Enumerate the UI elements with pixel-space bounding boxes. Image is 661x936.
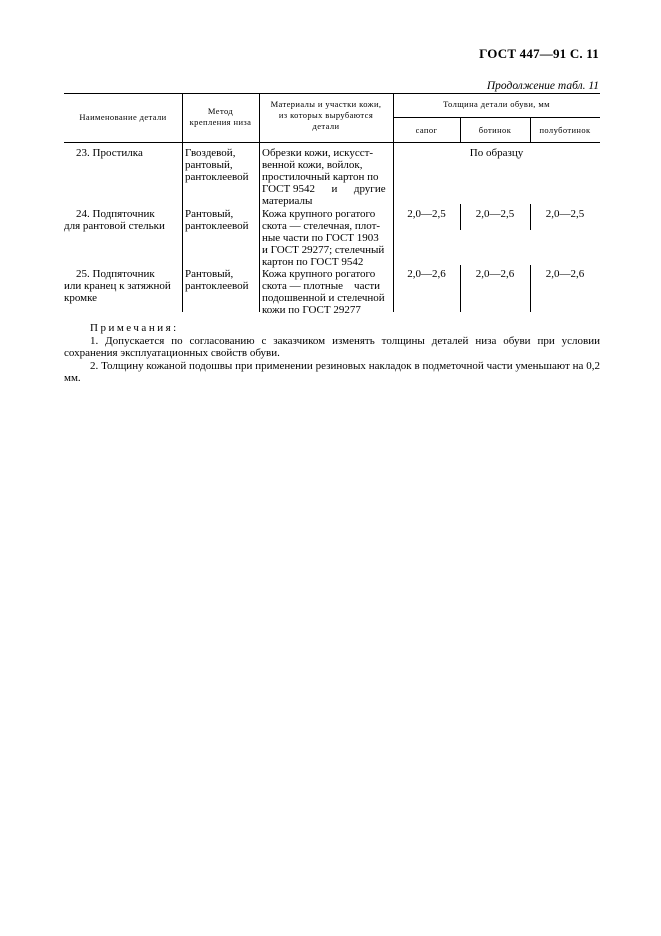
notes	[64, 322, 600, 385]
table-row-23-thickness: По образцу	[469, 147, 524, 159]
header-part-name: Наименование детали	[79, 112, 167, 122]
table-row-24-boots: 2,0—2,5	[407, 208, 446, 220]
header-materials: Материалы и участки кожи, из которых вырубаются детали	[270, 99, 382, 131]
table-row-23-materials: Обрезки кожи, искусст- венной кожи, войлок, простилочный картон по ГОСТ 9542 и другие материалы	[262, 147, 386, 207]
header-boots: сапог	[415, 125, 438, 135]
table-row-24-name: 24. Подпяточник для рантовой стельки	[64, 208, 165, 232]
notes-title: Примечания:	[90, 322, 179, 334]
header-method: Метод крепления низа	[189, 106, 252, 127]
table-top-rule	[64, 93, 600, 94]
table-row-25-method: Рантовый, рантоклеевой	[185, 268, 249, 292]
table-row-25-half-boots: 2,0—2,6	[545, 268, 585, 280]
header-bottom-rule	[64, 142, 600, 143]
table-row-25-shoes: 2,0—2,6	[475, 268, 515, 280]
header-shoes: ботинок	[478, 125, 512, 135]
header-half-boots: полуботинок	[539, 125, 591, 135]
thickness-subheader-rule	[393, 117, 600, 118]
table-row-24-half-boots: 2,0—2,5	[545, 208, 585, 220]
header-thickness: Толщина детали обуви, мм	[443, 99, 550, 109]
table-row-24-method: Рантовый, рантоклеевой	[185, 208, 249, 232]
note-1: 1. Допускается по согласованию с заказчиком изменять толщины деталей низа обуви при условии сохранения эксплуатационных свойств обуви.	[64, 334, 600, 359]
table-row-25-boots: 2,0—2,6	[407, 268, 446, 280]
table-row-24-materials: Кожа крупного рогатого скота — стелечная, плот- ные части по ГОСТ 1903 и ГОСТ 29277; стелечный картон по ГОСТ 9542	[262, 208, 385, 268]
note-2: 2. Толщину кожаной подошвы при применении резиновых накладок в подметочной части уменьшают на 0,2 мм.	[64, 359, 600, 384]
page-header: ГОСТ 447—91 С. 11	[479, 46, 599, 61]
table-row-25-materials: Кожа крупного рогатого скота — плотные части подошвенной и стелечной кожи по ГОСТ 29277	[262, 268, 385, 316]
table-caption: Продолжение табл. 11	[486, 80, 599, 92]
table-row-23-name: 23. Простилка	[76, 147, 143, 159]
table-row-25-name: 25. Подпяточник или кранец к затяжной кромке	[64, 268, 171, 304]
table-row-23-method: Гвоздевой, рантовый, рантоклеевой	[185, 147, 249, 183]
table-row-24-shoes: 2,0—2,5	[475, 208, 515, 220]
